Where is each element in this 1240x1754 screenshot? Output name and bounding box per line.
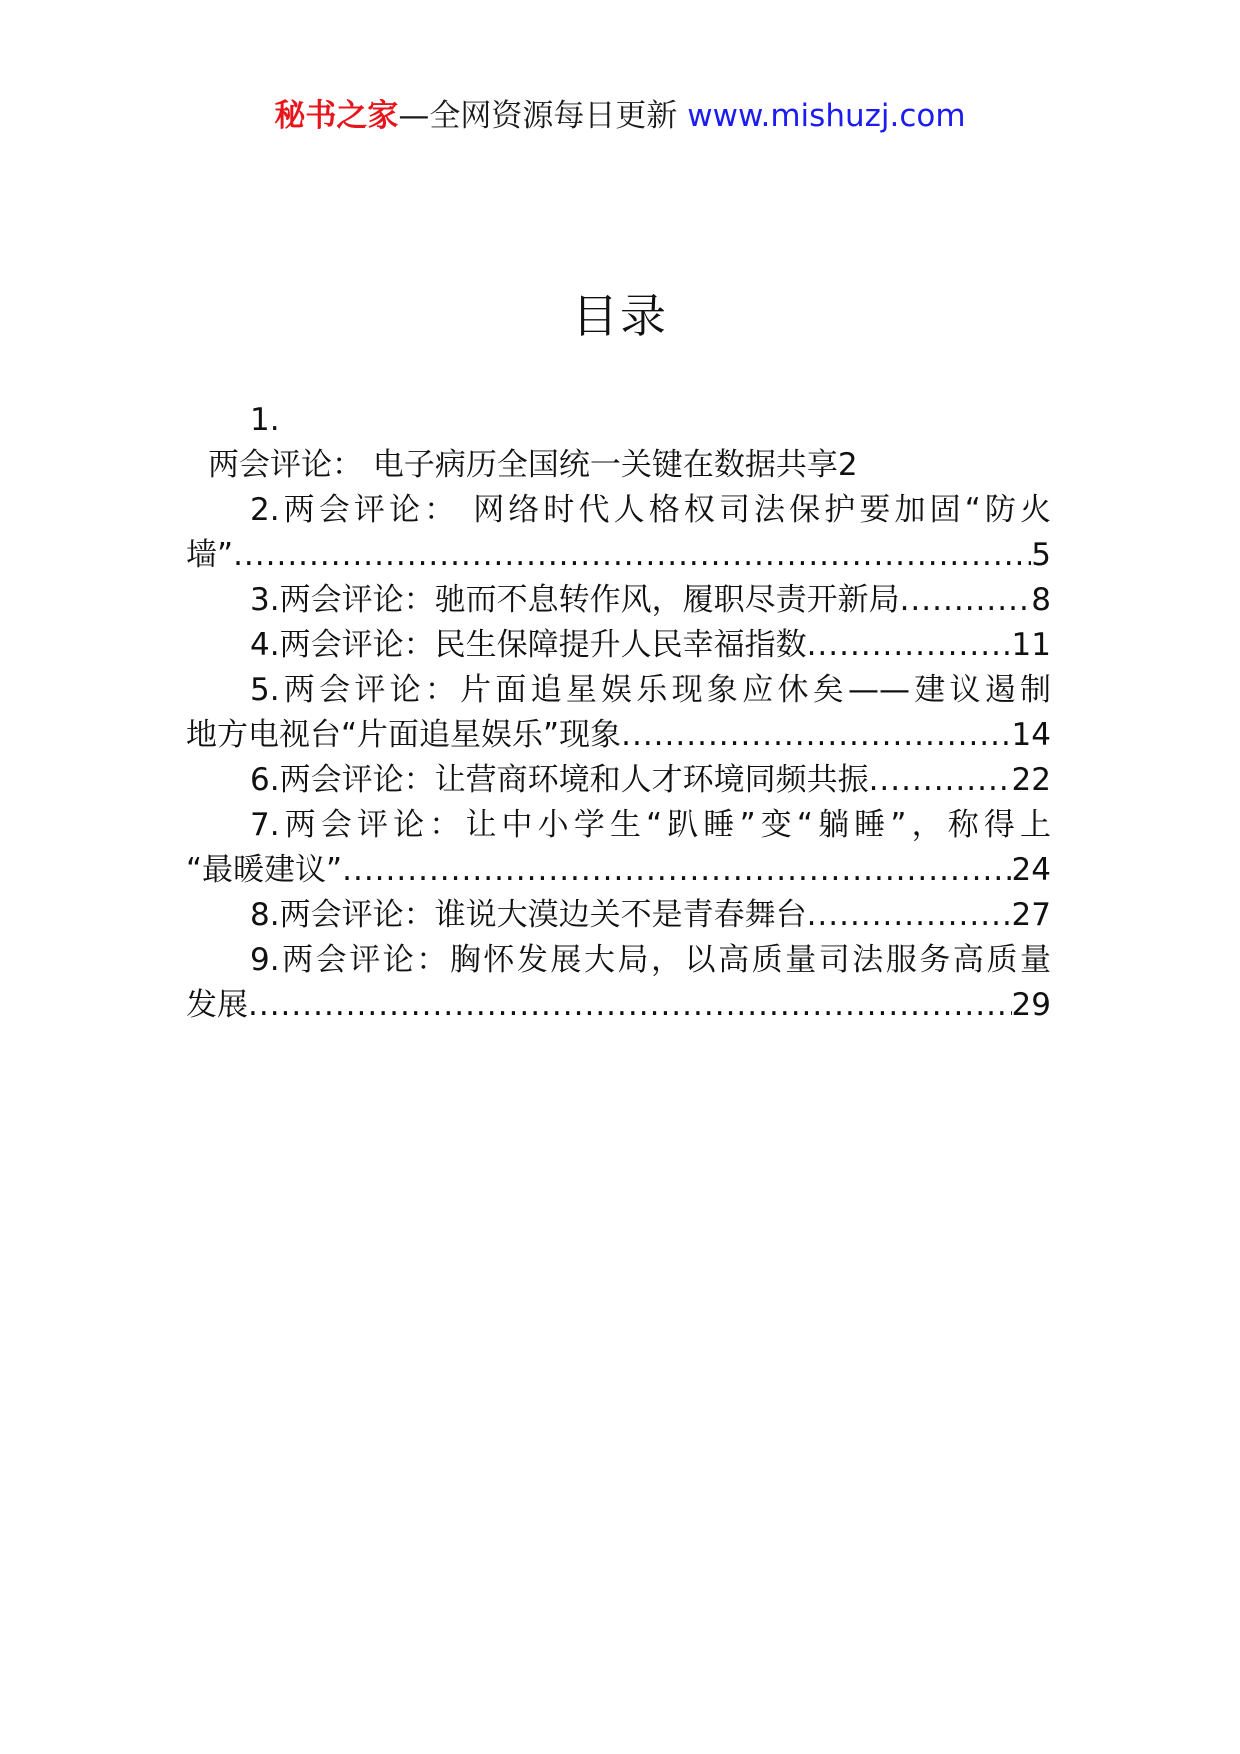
toc-entry-9-line-2[interactable] [186, 983, 1051, 1028]
toc-page-number: 5 [1031, 537, 1051, 573]
dot-leader [869, 758, 1012, 803]
toc-entry-text: 4.两会评论：民生保障提升人民幸福指数 [250, 627, 807, 663]
toc-page-number: 8 [1031, 582, 1051, 618]
table-of-contents [186, 398, 1051, 1028]
site-header [0, 98, 1240, 135]
toc-entry-text: 3.两会评论：驰而不息转作风，履职尽责开新局 [250, 582, 900, 618]
toc-entry-text: 地方电视台“片面追星娱乐”现象 [186, 717, 622, 753]
toc-page-number: 22 [1011, 762, 1051, 798]
dot-leader [900, 578, 1032, 623]
toc-entry-7-line-2[interactable] [186, 848, 1051, 893]
toc-entry-text: 墙” [186, 537, 234, 573]
dot-leader [248, 983, 1012, 1028]
toc-entry-2-line-1[interactable]: 2.两会评论： 网络时代人格权司法保护要加固“防火 [250, 492, 1051, 528]
site-url-link[interactable]: www.mishuzj.com [687, 98, 966, 134]
toc-entry-1-line-2[interactable]: 两会评论： 电子病历全国统一关键在数据共享2 [208, 447, 858, 483]
toc-page-number: 24 [1011, 852, 1051, 888]
dot-leader [807, 623, 1012, 668]
toc-entry-5-line-1[interactable]: 5.两会评论：片面追星娱乐现象应休矣——建议遏制 [250, 672, 1051, 708]
dot-leader [621, 713, 1011, 758]
toc-entry-text: 8.两会评论：谁说大漠边关不是青春舞台 [250, 897, 807, 933]
header-slogan: —全网资源每日更新 [398, 98, 678, 134]
dot-leader [233, 533, 1031, 578]
toc-entry-3[interactable] [186, 578, 1051, 623]
toc-title: 目录 [572, 289, 668, 343]
toc-entry-9-line-1[interactable]: 9.两会评论：胸怀发展大局，以高质量司法服务高质量 [250, 942, 1051, 978]
toc-page-number: 27 [1011, 897, 1051, 933]
toc-entry-text: 发展 [186, 987, 248, 1023]
toc-entry-8[interactable] [186, 893, 1051, 938]
toc-entry-5-line-2[interactable] [186, 713, 1051, 758]
toc-entry-text: “最暖建议” [186, 852, 343, 888]
brand-name: 秘书之家 [274, 98, 399, 134]
toc-page-number: 29 [1011, 987, 1051, 1023]
toc-entry-4[interactable] [186, 623, 1051, 668]
toc-entry-2-line-2[interactable] [186, 533, 1051, 578]
toc-entry-6[interactable] [186, 758, 1051, 803]
toc-entry-7-line-1[interactable]: 7.两会评论：让中小学生“趴睡”变“躺睡”，称得上 [250, 807, 1051, 843]
dot-leader [807, 893, 1012, 938]
toc-page-number: 11 [1011, 627, 1051, 663]
dot-leader [342, 848, 1011, 893]
toc-entry-1-line-1[interactable]: 1. [250, 402, 280, 438]
toc-entry-text: 6.两会评论：让营商环境和人才环境同频共振 [250, 762, 869, 798]
toc-page-number: 14 [1011, 717, 1051, 753]
